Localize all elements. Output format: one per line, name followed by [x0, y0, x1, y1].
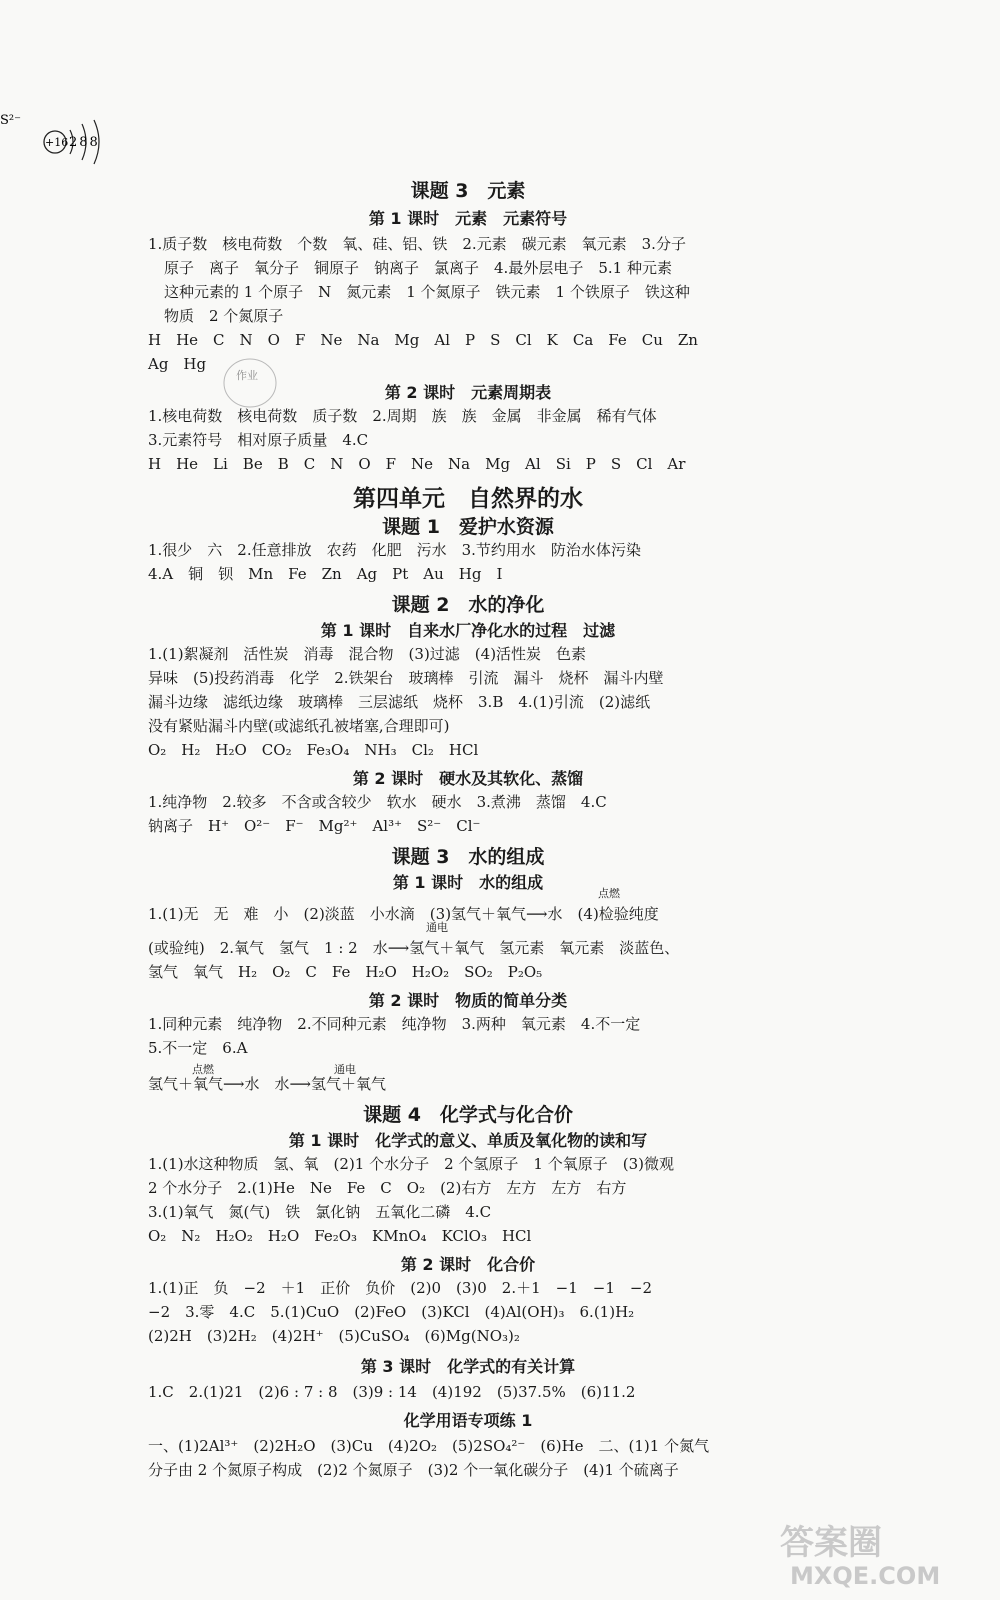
sulfur-ion-diagram	[0, 110, 140, 180]
answer-line: 3.元素符号 相对原子质量 4.C	[148, 431, 369, 449]
lesson-title: 第 1 课时 化学式的意义、单质及氧化物的读和写	[288, 1131, 648, 1150]
answer-line: 3.(1)氧气 氮(气) 铁 氯化钠 五氧化二磷 4.C	[148, 1203, 492, 1221]
answer-line: 1.(1)正 负 −2 ＋1 正价 负价 (2)0 (3)0 2.＋1 −1 −1 −2	[148, 1279, 652, 1297]
answer-line: 1.核电荷数 核电荷数 质子数 2.周期 族 族 金属 非金属 稀有气体	[148, 407, 657, 425]
answer-line: −2 3.零 4.C 5.(1)CuO (2)FeO (3)KCl (4)Al(OH)₃ 6.(1)H₂	[148, 1303, 635, 1321]
lesson-title: 第 2 课时 物质的简单分类	[368, 991, 568, 1010]
lesson-title: 第 1 课时 水的组成	[392, 873, 544, 892]
lesson-title: 第 2 课时 硬水及其软化、蒸馏	[352, 769, 584, 788]
answer-line: 1.(1)水这种物质 氢、氧 (2)1 个水分子 2 个氢原子 1 个氧原子 (3)微观	[148, 1155, 674, 1173]
lesson-title: 第 3 课时 化学式的有关计算	[360, 1357, 576, 1376]
atom-nucleus: +16	[45, 136, 69, 149]
lesson-title: 第 2 课时 化合价	[400, 1255, 536, 1274]
answer-line: 1.同种元素 纯净物 2.不同种元素 纯净物 3.两种 氧元素 4.不一定	[148, 1015, 641, 1033]
atom-label: S²⁻	[0, 113, 21, 128]
answer-line: 1.(1)絮凝剂 活性炭 消毒 混合物 (3)过滤 (4)活性炭 色素	[148, 645, 587, 663]
topic-title: 课题 1 爱护水资源	[382, 516, 554, 538]
reaction-condition-electric: 通电	[334, 1063, 356, 1076]
answer-line: 1.(1)无 无 难 小 (2)淡蓝 小水滴 (3)氢气＋氧气⟶水 (4)检验纯度	[148, 905, 659, 923]
reaction-condition-ignite: 点燃	[192, 1063, 214, 1076]
lesson-title: 第 1 课时 元素 元素符号	[368, 209, 568, 228]
formula-line: O₂ N₂ H₂O₂ H₂O Fe₂O₃ KMnO₄ KClO₃ HCl	[148, 1227, 532, 1245]
topic-title: 课题 2 水的净化	[391, 594, 545, 616]
answer-line: 1.纯净物 2.较多 不含或含较少 软水 硬水 3.煮沸 蒸馏 4.C	[148, 793, 607, 811]
reaction-condition-electric: 通电	[426, 921, 448, 934]
atom-shells: 288	[69, 135, 100, 150]
answer-line: 分子由 2 个氮原子构成 (2)2 个氮原子 (3)2 个一氧化碳分子 (4)1 个硫离子	[148, 1461, 679, 1479]
stamp-text: 作业	[236, 369, 258, 382]
answer-line: 5.不一定 6.A	[148, 1039, 248, 1057]
answer-line: 1.C 2.(1)21 (2)6 : 7 : 8 (3)9 : 14 (4)192 (5)37.5% (6)11.2	[148, 1383, 636, 1401]
answer-line: 没有紧贴漏斗内壁(或滤纸孔被堵塞,合理即可)	[148, 717, 450, 735]
answer-line: 4.A 铜 钡 Mn Fe Zn Ag Pt Au Hg I	[148, 565, 503, 583]
lesson-title: 第 2 课时 元素周期表	[384, 383, 552, 402]
answer-line: 这种元素的 1 个原子 N 氮元素 1 个氮原子 铁元素 1 个铁原子 铁这种	[164, 283, 690, 301]
answer-line: 1.很少 六 2.任意排放 农药 化肥 污水 3.节约用水 防治水体污染	[148, 541, 641, 559]
equation-line: 氢气＋氧气⟶水 水⟶氢气＋氧气	[148, 1075, 387, 1093]
answer-line: (或验纯) 2.氧气 氢气 1 : 2 水⟶氢气＋氧气 氢元素 氧元素 淡蓝色、	[148, 939, 680, 957]
watermark-bottom: MXQE.COM	[790, 1562, 941, 1590]
watermark-top: 答案圈	[780, 1523, 882, 1563]
ion-symbols-line: 钠离子 H⁺ O²⁻ F⁻ Mg²⁺ Al³⁺ S²⁻ Cl⁻	[148, 817, 481, 835]
lesson-title: 第 1 课时 自来水厂净化水的过程 过滤	[320, 621, 616, 640]
unit-4-title: 第四单元 自然界的水	[353, 486, 583, 512]
answer-line: 1.质子数 核电荷数 个数 氧、硅、铝、铁 2.元素 碳元素 氧元素 3.分子	[148, 235, 686, 253]
watermark-logo	[772, 1512, 972, 1590]
element-symbols-line: H He C N O F Ne Na Mg Al P S Cl K Ca Fe Cu Zn	[148, 331, 698, 349]
element-symbols-line: H He Li Be B C N O F Ne Na Mg Al Si P S Cl Ar	[148, 455, 686, 473]
site-watermark	[772, 1512, 972, 1590]
topic-3-title: 课题 3 元素	[410, 180, 526, 202]
atom-structure-diagram	[0, 110, 140, 180]
topic-title: 课题 3 水的组成	[391, 846, 545, 868]
answer-line: 异味 (5)投药消毒 化学 2.铁架台 玻璃棒 引流 漏斗 烧杯 漏斗内壁	[148, 669, 664, 687]
formula-line: 氢气 氧气 H₂ O₂ C Fe H₂O H₂O₂ SO₂ P₂O₅	[148, 963, 543, 981]
reaction-condition-ignite: 点燃	[598, 887, 620, 900]
topic-title: 课题 4 化学式与化合价	[363, 1104, 573, 1126]
answer-line: 2 个水分子 2.(1)He Ne Fe C O₂ (2)右方 左方 左方 右方	[148, 1179, 627, 1197]
formula-line: O₂ H₂ H₂O CO₂ Fe₃O₄ NH₃ Cl₂ HCl	[148, 741, 479, 759]
drill-title: 化学用语专项练 1	[403, 1411, 533, 1430]
answer-line: 物质 2 个氮原子	[164, 307, 284, 325]
answer-line: 漏斗边缘 滤纸边缘 玻璃棒 三层滤纸 烧杯 3.B 4.(1)引流 (2)滤纸	[148, 693, 651, 711]
answer-line: 一、(1)2Al³⁺ (2)2H₂O (3)Cu (4)2O₂ (5)2SO₄²⁻ (6)He 二、(1)1 个氮气	[148, 1437, 710, 1455]
element-symbols-line: Ag Hg	[148, 355, 207, 373]
answer-line: (2)2H (3)2H₂ (4)2H⁺ (5)CuSO₄ (6)Mg(NO₃)₂	[148, 1327, 520, 1345]
answer-line: 原子 离子 氧分子 铜原子 钠离子 氯离子 4.最外层电子 5.1 种元素	[164, 259, 672, 277]
